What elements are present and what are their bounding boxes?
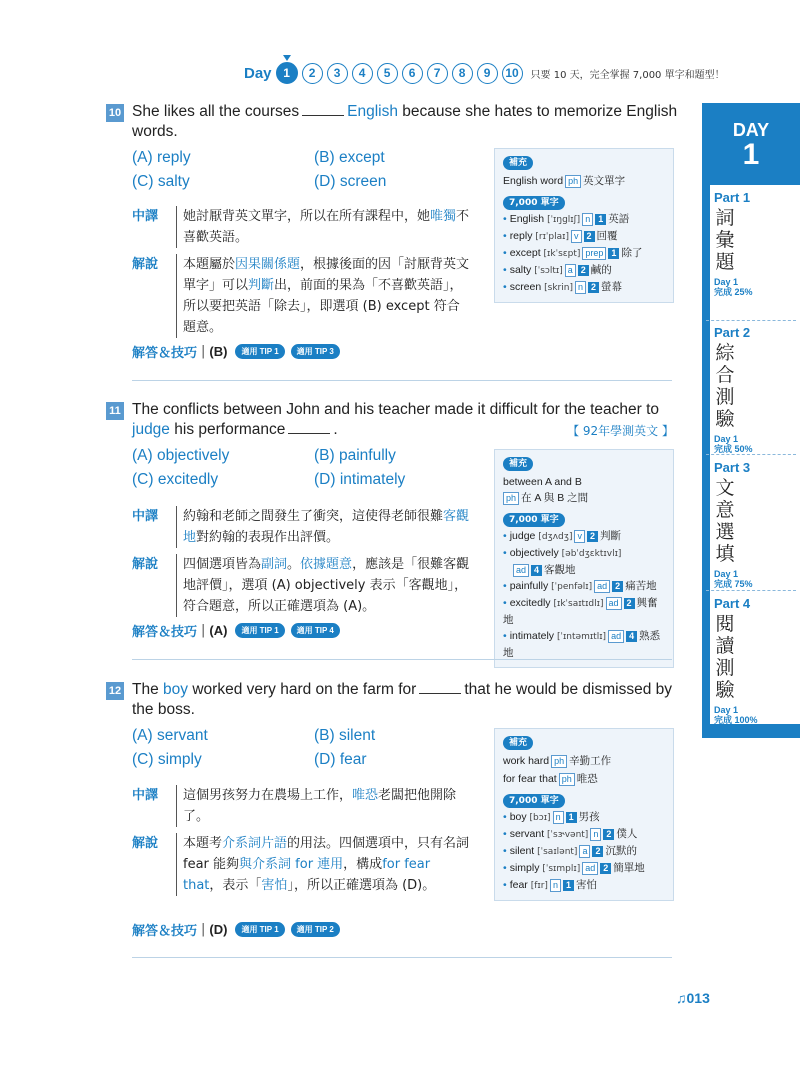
- page-number: ♫013: [676, 990, 710, 1006]
- explanation-text: 本題屬於因果關係題，根據後面的因「討厭背英文單字」可以判斷出，前面的果為「不喜歡英語」，所以要把英語「除去」，即選項 (B) except 符合題意。: [176, 254, 472, 338]
- vocab-item: • screen [skrin] n 2 螢幕: [503, 281, 622, 293]
- answer-value: (D): [209, 922, 228, 937]
- vocab-item: • salty [ˈsɔltɪ] a 2 鹹的: [503, 264, 612, 276]
- question-number: 12: [106, 682, 124, 700]
- tip-badge[interactable]: 適用 TIP 2: [291, 922, 340, 937]
- vocab-item: • silent [ˈsaɪlənt] a 2 沉默的: [503, 845, 637, 857]
- vocab-item: • painfully [ˈpenfəlɪ] ad 2 痛苦地: [503, 580, 657, 592]
- section-divider: [132, 380, 672, 381]
- option-b: (B) painfully: [314, 447, 396, 464]
- vocab-item: • except [ɪkˈsɛpt] prep 1 除了: [503, 247, 643, 259]
- part-day: Day 1: [714, 705, 739, 715]
- day-progress-strip: [244, 60, 725, 86]
- part-divider: [706, 454, 796, 455]
- vocab-item: • simply [ˈsɪmplɪ] ad 2 簡單地: [503, 862, 645, 874]
- section-divider: [132, 659, 672, 660]
- question-text: The conflicts between John and his teacher made it difficult for the teacher to judge his performance .: [132, 401, 660, 438]
- answer-row-11: 解答＆技巧 | (A) 適用 TIP 1 適用 TIP 4: [132, 621, 346, 640]
- question-text: She likes all the courses English because she hates to memorize English words.: [132, 103, 678, 140]
- tip-badge[interactable]: 適用 TIP 4: [291, 623, 340, 638]
- explanation-label: 解說: [132, 836, 159, 851]
- translation-label: 中譯: [132, 209, 159, 224]
- translation-text: 約翰和老師之間發生了衝突，這使得老師很難客觀地對約翰的表現作出評價。: [176, 506, 472, 548]
- explanation-11: [132, 506, 472, 623]
- option-d: (D) intimately: [314, 471, 406, 488]
- day-circle-10[interactable]: 10: [502, 63, 523, 84]
- tip-badge[interactable]: 適用 TIP 1: [235, 922, 284, 937]
- part-progress: 完成 25%: [714, 287, 753, 297]
- vocab-pill: 7,000 單字: [503, 794, 565, 808]
- part-progress: 完成 50%: [714, 444, 753, 454]
- section-divider: [132, 957, 672, 958]
- day-circle-7[interactable]: 7: [427, 63, 448, 84]
- vocab-item: • fear [fɪr] n 1 害怕: [503, 879, 597, 891]
- supplement-item: English word ph 英文單字: [503, 175, 626, 187]
- day-circle-1[interactable]: 1: [276, 62, 298, 84]
- question-text: The boy worked very hard on the farm for that he would be dismissed by the boss.: [132, 681, 672, 718]
- day-tab-label: DAY: [732, 120, 770, 140]
- part-chars: 綜 合 測 驗: [715, 342, 735, 430]
- vocab-item: • servant [ˈsɝvənt] n 2 僕人: [503, 828, 638, 840]
- day-circle-9[interactable]: 9: [477, 63, 498, 84]
- exam-source: 【 92年學測英文 】: [567, 424, 674, 438]
- day-circle-8[interactable]: 8: [452, 63, 473, 84]
- part-day: Day 1: [714, 569, 739, 579]
- vocab-pill: 7,000 單字: [503, 196, 565, 210]
- header-note: 只要 10 天，完全掌握 7,000 單字和題型！: [530, 69, 725, 81]
- part-divider: [706, 590, 796, 591]
- part-title: Part 1: [714, 190, 751, 205]
- part-chars: 閱 讀 測 驗: [715, 613, 735, 701]
- vocab-item: • reply [rɪˈplaɪ] v 2 回覆: [503, 230, 618, 242]
- question-number: 10: [106, 104, 124, 122]
- day-word: Day: [244, 64, 272, 82]
- part-chars: 詞 彙 題: [715, 207, 735, 273]
- day-circle-5[interactable]: 5: [377, 63, 398, 84]
- sidebar-part-4[interactable]: [714, 596, 800, 725]
- tip-badge[interactable]: 適用 TIP 3: [291, 344, 340, 359]
- translation-text: 她討厭背英文單字，所以在所有課程中，她唯獨不喜歡英語。: [176, 206, 472, 248]
- part-progress: 完成 100%: [714, 715, 758, 725]
- vocab-item: • intimately [ˈɪntəmɪtlɪ] ad 4 熟悉地: [503, 630, 661, 659]
- vocab-item: • excitedly [ɪkˈsaɪtɪdlɪ] ad 2 興奮地: [503, 597, 658, 626]
- option-b: (B) silent: [314, 727, 376, 744]
- supplement-item: work hard ph 辛勤工作: [503, 755, 612, 767]
- option-c: (C) salty: [132, 173, 190, 190]
- vocab-item: • judge [dʒʌdʒ] v 2 判斷: [503, 530, 621, 542]
- answer-value: (A): [209, 623, 228, 638]
- option-d: (D) fear: [314, 751, 367, 768]
- vocab-item: • English [ˈɪŋglɪʃ] n 1 英語: [503, 213, 630, 225]
- option-d: (D) screen: [314, 173, 387, 190]
- explanation-text: 四個選項皆為副詞。依據題意，應該是「很難客觀地評價」，選項 (A) objectively 表示「客觀地」，符合題意，所以正確選項為 (A)。: [176, 554, 472, 617]
- day-tab: [702, 103, 800, 185]
- explanation-10: [132, 206, 472, 344]
- vocab-box-12: [494, 728, 674, 901]
- explanation-text: 本題考介系詞片語的用法。四個選項中，只有名詞 fear 能夠與介系詞 for 連用，構成for fear that，表示「害怕」，所以正確選項為 (D)。: [176, 833, 472, 896]
- answer-value: (B): [209, 344, 228, 359]
- option-c: (C) excitedly: [132, 471, 219, 488]
- vocab-box-10: [494, 148, 674, 303]
- translation-text: 這個男孩努力在農場上工作，唯恐老闆把他開除了。: [176, 785, 472, 827]
- supplement-pill: 補充: [503, 156, 533, 170]
- vocab-item: • boy [bɔɪ] n 1 男孩: [503, 811, 600, 823]
- vocab-item: • objectively [əbˈdʒɛktɪvlɪ] ad 4 客觀地: [503, 547, 622, 576]
- part-divider: [706, 320, 796, 321]
- option-b: (B) except: [314, 149, 385, 166]
- sidebar-part-2[interactable]: [714, 325, 800, 454]
- part-title: Part 4: [714, 596, 751, 611]
- answer-label: 解答＆技巧: [132, 625, 198, 640]
- part-title: Part 2: [714, 325, 751, 340]
- question-number: 11: [106, 402, 124, 420]
- tip-badge[interactable]: 適用 TIP 1: [235, 623, 284, 638]
- part-day: Day 1: [714, 277, 739, 287]
- sidebar-bottom-bar: [702, 724, 800, 738]
- supplement-pill: 補充: [503, 736, 533, 750]
- part-progress: 完成 75%: [714, 579, 753, 589]
- day-circle-2[interactable]: 2: [302, 63, 323, 84]
- sidebar-part-1[interactable]: [714, 190, 800, 297]
- option-c: (C) simply: [132, 751, 202, 768]
- option-a: (A) servant: [132, 727, 208, 744]
- sidebar-part-3[interactable]: [714, 460, 800, 589]
- explanation-label: 解說: [132, 257, 159, 272]
- vocab-box-11: [494, 449, 674, 668]
- answer-row-10: 解答＆技巧 | (B) 適用 TIP 1 適用 TIP 3: [132, 342, 346, 361]
- part-day: Day 1: [714, 434, 739, 444]
- supplement-pill: 補充: [503, 457, 533, 471]
- translation-label: 中譯: [132, 788, 159, 803]
- day-circle-6[interactable]: 6: [402, 63, 423, 84]
- part-chars: 文 意 選 填: [715, 477, 735, 565]
- option-a: (A) reply: [132, 149, 191, 166]
- part-title: Part 3: [714, 460, 751, 475]
- day-circle-4[interactable]: 4: [352, 63, 373, 84]
- supplement-item: for fear that ph 唯恐: [503, 773, 598, 785]
- day-tab-number: 1: [742, 138, 760, 171]
- option-a: (A) objectively: [132, 447, 230, 464]
- vocab-pill: 7,000 單字: [503, 513, 565, 527]
- answer-row-12: 解答＆技巧 | (D) 適用 TIP 1 適用 TIP 2: [132, 920, 346, 939]
- supplement-item: between A and B ph 在 A 與 B 之間: [503, 476, 589, 504]
- day-circle-3[interactable]: 3: [327, 63, 348, 84]
- answer-label: 解答＆技巧: [132, 346, 198, 361]
- explanation-12: [132, 785, 472, 902]
- tip-badge[interactable]: 適用 TIP 1: [235, 344, 284, 359]
- answer-label: 解答＆技巧: [132, 924, 198, 939]
- translation-label: 中譯: [132, 509, 159, 524]
- explanation-label: 解說: [132, 557, 159, 572]
